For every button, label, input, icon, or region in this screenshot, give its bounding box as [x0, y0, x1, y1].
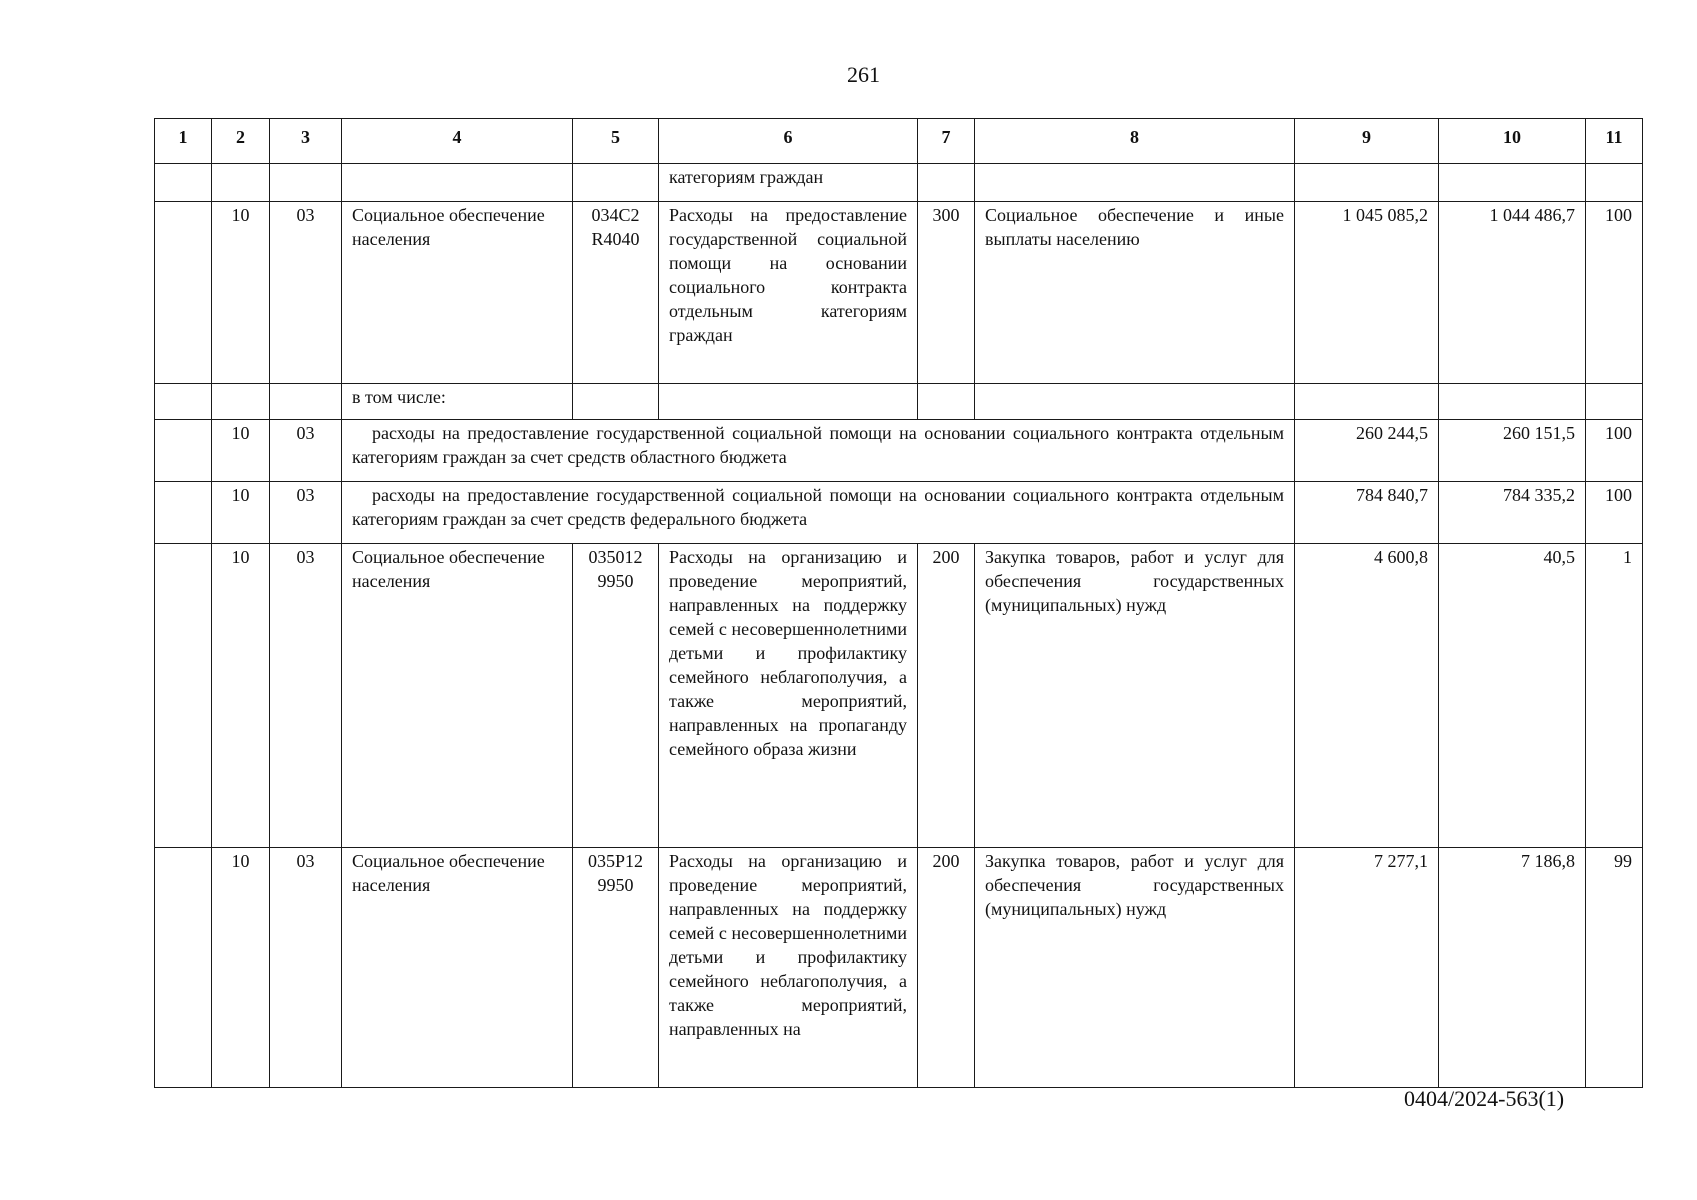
including-label: в том числе: [342, 384, 573, 420]
column-header: 6 [659, 119, 918, 164]
section-code: 10 [212, 544, 270, 848]
execution-percent: 100 [1586, 202, 1643, 384]
execution-percent: 100 [1586, 420, 1643, 482]
table-row [155, 544, 1643, 848]
subsection-code: 03 [270, 202, 342, 384]
section-code: 10 [212, 848, 270, 1088]
table-row [155, 202, 1643, 384]
regional-budget-expense: расходы на предоставление государственной социальной помощи на основании социального контракта отдельным категориям граждан за счет средств областного бюджета [342, 420, 1295, 482]
planned-amount: 784 840,7 [1295, 482, 1439, 544]
expense-description: категориям граждан [659, 164, 918, 202]
target-article-code: 034C2 R4040 [573, 202, 659, 384]
column-header: 9 [1295, 119, 1439, 164]
expense-description: Расходы на организацию и проведение мероприятий, направленных на поддержку семей с несовершеннолетними детьми и профилактику семейного неблагополучия, а также мероприятий, направленных на [659, 848, 918, 1088]
federal-budget-expense: расходы на предоставление государственной социальной помощи на основании социального контракта отдельным категориям граждан за счет средств федерального бюджета [342, 482, 1295, 544]
subsection-code: 03 [270, 848, 342, 1088]
column-header: 3 [270, 119, 342, 164]
expense-type-name: Социальное обеспечение и иные выплаты населению [975, 202, 1295, 384]
column-header: 1 [155, 119, 212, 164]
column-header: 2 [212, 119, 270, 164]
expense-type-name: Закупка товаров, работ и услуг для обеспечения государственных (муниципальных) нужд [975, 848, 1295, 1088]
executed-amount: 40,5 [1439, 544, 1586, 848]
expense-type-code: 300 [918, 202, 975, 384]
column-header: 4 [342, 119, 573, 164]
column-header: 8 [975, 119, 1295, 164]
target-article-code: 035012 9950 [573, 544, 659, 848]
table-row [155, 848, 1643, 1088]
planned-amount: 7 277,1 [1295, 848, 1439, 1088]
column-number-header-row [155, 119, 1643, 164]
section-code: 10 [212, 420, 270, 482]
executed-amount: 7 186,8 [1439, 848, 1586, 1088]
execution-percent: 99 [1586, 848, 1643, 1088]
column-header: 7 [918, 119, 975, 164]
budget-table [154, 118, 1643, 1088]
subsection-code: 03 [270, 544, 342, 848]
table-row [155, 164, 1643, 202]
page-number: 261 [847, 62, 880, 87]
subsection-name: Социальное обеспечение населения [342, 848, 573, 1088]
expense-type-name: Закупка товаров, работ и услуг для обеспечения государственных (муниципальных) нужд [975, 544, 1295, 848]
execution-percent: 100 [1586, 482, 1643, 544]
planned-amount: 1 045 085,2 [1295, 202, 1439, 384]
executed-amount: 1 044 486,7 [1439, 202, 1586, 384]
table-row [155, 420, 1643, 482]
column-header: 5 [573, 119, 659, 164]
subsection-name: Социальное обеспечение населения [342, 202, 573, 384]
table-row [155, 384, 1643, 420]
section-code: 10 [212, 482, 270, 544]
table-row [155, 482, 1643, 544]
subsection-code: 03 [270, 482, 342, 544]
target-article-code: 035P12 9950 [573, 848, 659, 1088]
executed-amount: 260 151,5 [1439, 420, 1586, 482]
subsection-name: Социальное обеспечение населения [342, 544, 573, 848]
execution-percent: 1 [1586, 544, 1643, 848]
expense-type-code: 200 [918, 544, 975, 848]
subsection-code: 03 [270, 420, 342, 482]
column-header: 11 [1586, 119, 1643, 164]
executed-amount: 784 335,2 [1439, 482, 1586, 544]
planned-amount: 260 244,5 [1295, 420, 1439, 482]
column-header: 10 [1439, 119, 1586, 164]
planned-amount: 4 600,8 [1295, 544, 1439, 848]
expense-type-code: 200 [918, 848, 975, 1088]
document-code: 0404/2024-563(1) [1404, 1086, 1565, 1111]
section-code: 10 [212, 202, 270, 384]
expense-description: Расходы на предоставление государственной социальной помощи на основании социального контракта отдельным категориям граждан [659, 202, 918, 384]
expense-description: Расходы на организацию и проведение мероприятий, направленных на поддержку семей с несовершеннолетними детьми и профилактику семейного неблагополучия, а также мероприятий, направленных на пропаганду семейного образа жизни [659, 544, 918, 848]
